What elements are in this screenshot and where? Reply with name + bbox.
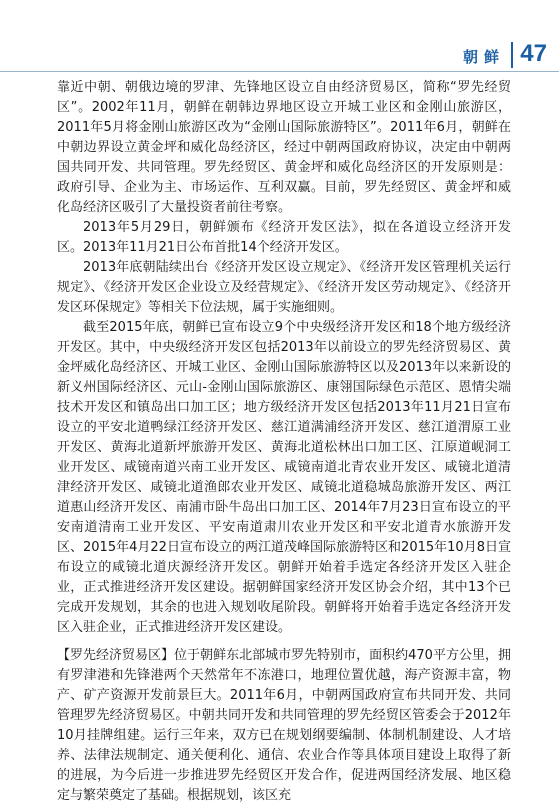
body-text xyxy=(57,78,511,806)
page-number: 47 xyxy=(520,40,547,67)
paragraph-4: 截至2015年底，朝鲜已宣布设立9个中央级经济开发区和18个地方级经济开发区。其中，中央级经济开发区包括2013年以前设立的罗先经济贸易区、黄金坪威化岛经济区、开城工业区、金刚山国际旅游特区以及2013年以来新设的新义州国际经济区、元山-金刚山国际旅游区、康翎国际绿色示范区、恩情尖端技术开发区和镇岛出口加工区；地方级经济开发区包括2013年11月21日宣布设立的平安北道鸭绿江经济开发区、慈江道满浦经济开发区、慈江道渭原工业开发区、黄海北道新坪旅游开发区、黄海北道松林出口加工区、江原道岘洞工业开发区、咸镜南道兴南工业开发区、咸镜南道北青农业开发区、咸镜北道清津经济开发区、咸镜北道渔郎农业开发区、咸镜北道稳城岛旅游开发区、两江道惠山经济开发区、南浦市卧牛岛出口加工区、2014年7月23日宣布设立的平安南道清南工业开发区、平安南道肃川农业开发区和平安北道青水旅游开发区、2015年4月22日宣布设立的两江道茂峰国际旅游特区和2015年10月8日宣布设立的咸镜北道庆源经济开发区。朝鲜开始着手选定各经济开发区入驻企业，正式推进经济开发区建设。据朝鲜国家经济开发区协会介绍，其中13个已完成开发规划，其余的也进入规划收尾阶段。朝鲜将开始着手选定各经济开发区入驻企业，正式推进经济开发区建设。 xyxy=(57,320,511,635)
header-rule xyxy=(0,71,559,72)
paragraph-5: 【罗先经济贸易区】位于朝鲜东北部城市罗先特别市，面积约470平方公里，拥有罗津港和先锋港两个天然常年不冻港口，地理位置优越，海产资源丰富，物产、矿产资源开发前景巨大。2011年6月，中朝两国政府宣布共同开发、共同管理罗先经济贸易区。中朝共同开发和共同管理的罗先经贸区管委会于2012年10月挂牌组建。运行三年来，双方已在规划纲要编制、体制机制建设、人才培养、法律法规制定、通关便利化、通信、农业合作等具体项目建设上取得了新的进展，为今后进一步推进罗先经贸区开发合作，促进两国经济发展、地区稳定与繁荣奠定了基础。根据规划，该区充 xyxy=(57,648,511,803)
country-title: 朝鲜 xyxy=(462,48,505,66)
paragraph-2: 2013年5月29日，朝鲜颁布《经济开发区法》，拟在各道设立经济开发区。2013年11月21日公布首批14个经济开发区。 xyxy=(57,220,511,255)
paragraph-1: 靠近中朝、朝俄边境的罗津、先锋地区设立自由经济贸易区，简称“罗先经贸区”。2002年11月，朝鲜在朝韩边界地区设立开城工业区和金刚山旅游区，2011年5月将金刚山旅游区改为“金刚山国际旅游特区”。2011年6月，朝鲜在中朝边界设立黄金坪和威化岛经济区，经过中朝两国政府协议，决定由中朝两国共同开发、共同管理。罗先经贸区、黄金坪和威化岛经济区的开发原则是：政府引导、企业为主、市场运作、互利双赢。目前，罗先经贸区、黄金坪和威化岛经济区吸引了大量投资者前往考察。 xyxy=(57,80,511,215)
paragraph-gap xyxy=(57,638,511,646)
paragraph-3: 2013年底朝陆续出台《经济开发区设立规定》、《经济开发区管理机关运行规定》、《经济开发区企业设立及经营规定》、《经济开发区劳动规定》、《经济开发区环保规定》等相关下位法规，属于实施细则。 xyxy=(57,260,511,315)
header-divider xyxy=(511,42,513,68)
running-header xyxy=(447,36,559,70)
